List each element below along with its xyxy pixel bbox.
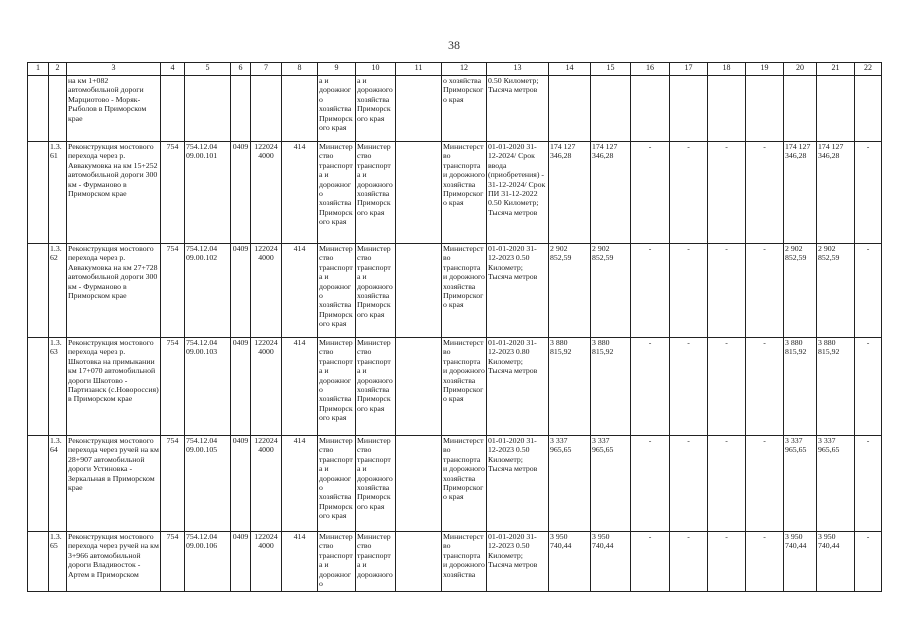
page-number: 38 [448,38,460,52]
table-cell-c11 [396,244,442,338]
table-cell-c12: Министерство транспорта и дорожного хозяйства [442,532,487,592]
table-cell-c21: 174 127 346,28 [817,142,855,244]
table-cell-c1 [28,532,49,592]
table-cell-c4: 754 [161,436,185,532]
table-cell-c17: - [670,532,708,592]
table-cell-c15: 2 902 852,59 [591,244,631,338]
table-cell-name: Реконструкция мостового перехода через р. Шкотовка на примыкании км 17+070 автомобильной дороги Шкотово - Партизанск (с.Новороссия) в Приморском крае [67,338,161,436]
table-cell-c21: 3 950 740,44 [817,532,855,592]
table-cell-c17: - [670,338,708,436]
table-cell-c8 [282,76,318,142]
table-cell-c4 [161,76,185,142]
table-cell-c15 [591,76,631,142]
table-cell-num: 1.3.64 [49,436,67,532]
column-header: 6 [231,63,251,76]
column-header: 11 [396,63,442,76]
table-row [28,436,882,532]
column-header: 9 [318,63,356,76]
table-cell-c11 [396,338,442,436]
table-cell-c7: 122024 4000 [251,532,282,592]
column-header: 16 [631,63,670,76]
column-header: 17 [670,63,708,76]
table-cell-c7 [251,76,282,142]
column-header: 1 [28,63,49,76]
table-cell-c19 [746,76,784,142]
column-header: 4 [161,63,185,76]
table-cell-c6 [231,76,251,142]
table-cell-c11 [396,76,442,142]
table-cell-name: Реконструкция мостового перехода через ручей на км 3+966 автомобильной дороги Владивосток - Артем в Приморском [67,532,161,592]
table-cell-c15: 174 127 346,28 [591,142,631,244]
column-header: 14 [549,63,591,76]
table-cell-c1 [28,76,49,142]
table-cell-c20: 174 127 346,28 [784,142,817,244]
table-cell-name: на км 1+082 автомобильной дороги Марциотово - Моряк-Рыболов в Приморском крае [67,76,161,142]
table-cell-c22 [855,76,882,142]
table-cell-c15: 3 337 965,65 [591,436,631,532]
table-cell-c16: - [631,142,670,244]
column-header: 5 [185,63,231,76]
table-cell-c21: 2 902 852,59 [817,244,855,338]
table-cell-c9: Министерство транспорта и дорожного хозяйства Приморского края [318,436,356,532]
table-cell-c7: 122024 4000 [251,338,282,436]
column-header: 10 [356,63,396,76]
table-cell-c13: 01-01-2020 31-12-2023 0.80 Километр; Тысяча метров [487,338,549,436]
table-cell-c6: 0409 [231,436,251,532]
table-cell-c10: Министерство транспорта и дорожного хозяйства Приморского края [356,142,396,244]
table-cell-c6: 0409 [231,244,251,338]
table-row [28,532,882,592]
table-cell-c19: - [746,142,784,244]
table-cell-c10: Министерство транспорта и дорожного [356,532,396,592]
column-header: 12 [442,63,487,76]
header-row [28,63,882,76]
column-header: 19 [746,63,784,76]
table-cell-c6: 0409 [231,532,251,592]
table-row [28,142,882,244]
table-cell-c19: - [746,532,784,592]
table-cell-c14: 174 127 346,28 [549,142,591,244]
column-header: 13 [487,63,549,76]
table-cell-c8: 414 [282,436,318,532]
table-cell-c4: 754 [161,338,185,436]
table-cell-c14: 2 902 852,59 [549,244,591,338]
table-cell-c20 [784,76,817,142]
table-cell-c15: 3 950 740,44 [591,532,631,592]
table-cell-num: 1.3.65 [49,532,67,592]
table-cell-c12: Министерство транспорта и дорожного хозяйства Приморского края [442,142,487,244]
table-cell-c19: - [746,436,784,532]
table-cell-c5: 754.12.04 09.00.105 [185,436,231,532]
table-cell-c16 [631,76,670,142]
table-cell-c10: Министерство транспорта и дорожного хозяйства Приморского края [356,338,396,436]
table-cell-c13: 01-01-2020 31-12-2023 0.50 Километр; Тысяча метров [487,244,549,338]
table-cell-c14: 3 337 965,65 [549,436,591,532]
table-cell-c11 [396,142,442,244]
table-cell-c21: 3 337 965,65 [817,436,855,532]
table-cell-num: 1.3.62 [49,244,67,338]
table-row [28,338,882,436]
table-cell-c20: 2 902 852,59 [784,244,817,338]
table-cell-c20: 3 337 965,65 [784,436,817,532]
table-cell-c9: а и дорожного хозяйства Приморского края [318,76,356,142]
table-cell-c9: Министерство транспорта и дорожного хозяйства Приморского края [318,244,356,338]
table-cell-c9: Министерство транспорта и дорожного [318,532,356,592]
table-cell-c17: - [670,436,708,532]
table-cell-c5: 754.12.04 09.00.106 [185,532,231,592]
table-cell-c11 [396,532,442,592]
table-cell-num: 1.3.63 [49,338,67,436]
table-cell-c7: 122024 4000 [251,244,282,338]
table-cell-c6: 0409 [231,338,251,436]
table-cell-c11 [396,436,442,532]
table-cell-c5: 754.12.04 09.00.102 [185,244,231,338]
table-cell-c15: 3 880 815,92 [591,338,631,436]
table-cell-c7: 122024 4000 [251,436,282,532]
column-header: 7 [251,63,282,76]
column-header: 2 [49,63,67,76]
table-cell-c4: 754 [161,244,185,338]
table-cell-c22: - [855,436,882,532]
table-cell-c19: - [746,338,784,436]
table-cell-c16: - [631,244,670,338]
table-cell-c14: 3 950 740,44 [549,532,591,592]
table-cell-c14 [549,76,591,142]
table-cell-c10: а и дорожного хозяйства Приморского края [356,76,396,142]
table-cell-c13: 01-01-2020 31-12-2024/ Срок ввода (приобретения) - 31-12-2024/ Срок ПИ 31-12-2022 0.50 Километр; Тысяча метров [487,142,549,244]
table-cell-c19: - [746,244,784,338]
table-cell-c4: 754 [161,532,185,592]
table-row [28,244,882,338]
table-cell-c12: Министерство транспорта и дорожного хозяйства Приморского края [442,338,487,436]
table-cell-c9: Министерство транспорта и дорожного хозяйства Приморского края [318,142,356,244]
table-cell-c17: - [670,244,708,338]
table-cell-c1 [28,338,49,436]
table-cell-c17 [670,76,708,142]
table-cell-num: 1.3.61 [49,142,67,244]
table-cell-c16: - [631,338,670,436]
table-cell-c5: 754.12.04 09.00.101 [185,142,231,244]
budget-table [27,62,882,592]
column-header: 3 [67,63,161,76]
column-header: 18 [708,63,746,76]
table-cell-num [49,76,67,142]
table-cell-name: Реконструкция мостового перехода через ручей на км 28+907 автомобильной дороги Устиновка - Зеркальная в Приморском крае [67,436,161,532]
table-cell-c22: - [855,244,882,338]
table-cell-c22: - [855,142,882,244]
table-cell-c21 [817,76,855,142]
table-cell-c16: - [631,532,670,592]
table-cell-name: Реконструкция мостового перехода через р. Аввакумовка на км 27+728 автомобильной дороги 300 км - Фурманово в Приморском крае [67,244,161,338]
table-cell-c1 [28,436,49,532]
table-cell-c1 [28,142,49,244]
table-cell-c17: - [670,142,708,244]
table-cell-c8: 414 [282,244,318,338]
table-cell-c8: 414 [282,338,318,436]
table-cell-c12: Министерство транспорта и дорожного хозяйства Приморского края [442,436,487,532]
table-cell-c21: 3 880 815,92 [817,338,855,436]
table-cell-c8: 414 [282,142,318,244]
column-header: 21 [817,63,855,76]
table-cell-c10: Министерство транспорта и дорожного хозяйства Приморского края [356,244,396,338]
table-cell-c18 [708,76,746,142]
column-header: 15 [591,63,631,76]
table-cell-c7: 122024 4000 [251,142,282,244]
table-cell-c18: - [708,244,746,338]
table-cell-c6: 0409 [231,142,251,244]
table-cell-c18: - [708,142,746,244]
table-cell-c4: 754 [161,142,185,244]
column-header: 22 [855,63,882,76]
table-cell-c16: - [631,436,670,532]
table-cell-c22: - [855,338,882,436]
table-cell-c18: - [708,338,746,436]
column-header: 8 [282,63,318,76]
table-cell-c5: 754.12.04 09.00.103 [185,338,231,436]
table-cell-c14: 3 880 815,92 [549,338,591,436]
column-header: 20 [784,63,817,76]
table-cell-c5 [185,76,231,142]
table-cell-c13: 0.50 Километр; Тысяча метров [487,76,549,142]
table-cell-c20: 3 880 815,92 [784,338,817,436]
table-cell-name: Реконструкция мостового перехода через р. Аввакумовка на км 15+252 автомобильной дороги 300 км - Фурманово в Приморском крае [67,142,161,244]
table-cell-c18: - [708,436,746,532]
table-cell-c22: - [855,532,882,592]
table-cell-c9: Министерство транспорта и дорожного хозяйства Приморского края [318,338,356,436]
table-cell-c10: Министерство транспорта и дорожного хозяйства Приморского края [356,436,396,532]
table-cell-c1 [28,244,49,338]
table-cell-c12: о хозяйства Приморского края [442,76,487,142]
table-cell-c8: 414 [282,532,318,592]
table-cell-c12: Министерство транспорта и дорожного хозяйства Приморского края [442,244,487,338]
table-cell-c13: 01-01-2020 31-12-2023 0.50 Километр; Тысяча метров [487,532,549,592]
table-cell-c18: - [708,532,746,592]
table-cell-c20: 3 950 740,44 [784,532,817,592]
table-row [28,76,882,142]
table-cell-c13: 01-01-2020 31-12-2023 0.50 Километр; Тысяча метров [487,436,549,532]
